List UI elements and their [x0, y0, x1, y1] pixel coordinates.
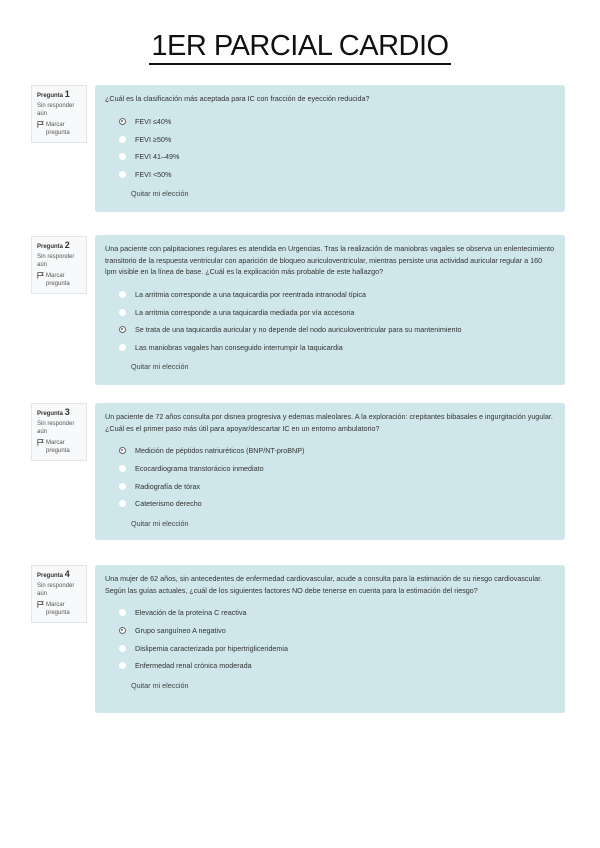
question-state: Sin responder aún	[37, 254, 75, 268]
answer-label: Cateterismo derecho	[135, 499, 202, 509]
answer-label: Elevación de la proteína C reactiva	[135, 608, 247, 618]
question-box-2	[95, 235, 565, 385]
question-box-3	[95, 403, 565, 540]
flag-icon	[37, 121, 44, 128]
answer-option[interactable]	[119, 148, 555, 166]
answer-option[interactable]	[119, 321, 555, 339]
question-info-title: Pregunta 2	[37, 240, 70, 250]
answer-label: Enfermedad renal crónica moderada	[135, 661, 252, 671]
answer-label: FEVI ≤40%	[135, 116, 172, 126]
radio-button[interactable]	[119, 500, 126, 507]
answer-option[interactable]	[119, 339, 555, 357]
clear-choice-link[interactable]: Quitar mi elección	[131, 518, 189, 528]
answer-option[interactable]	[119, 303, 555, 321]
question-box-1	[95, 85, 565, 212]
answer-option[interactable]	[119, 166, 555, 184]
page-title: 1ER PARCIAL CARDIO	[0, 30, 600, 63]
question-state: Sin responder aún	[37, 103, 75, 117]
radio-button[interactable]	[119, 447, 126, 454]
clear-choice-link[interactable]: Quitar mi elección	[131, 680, 189, 690]
answer-option[interactable]	[119, 495, 555, 513]
answer-option[interactable]	[119, 604, 555, 622]
answer-option[interactable]	[119, 477, 555, 495]
question-text: ¿Cuál es la clasificación más aceptada para IC con fracción de eyección reducida?	[105, 94, 370, 103]
answer-list	[105, 604, 555, 675]
answer-label: Grupo sanguíneo A negativo	[135, 626, 226, 636]
answer-option[interactable]	[119, 460, 555, 478]
flag-question-label: Marcar pregunta	[46, 440, 70, 454]
answer-option[interactable]	[119, 286, 555, 304]
flag-question-button[interactable]	[37, 121, 82, 137]
question-info-4	[31, 565, 87, 623]
flag-icon	[37, 601, 44, 608]
radio-button[interactable]	[119, 609, 126, 616]
answer-label: La arritmia corresponde a una taquicardia mediada por vía accesoria	[135, 307, 355, 317]
answer-option[interactable]	[119, 442, 555, 460]
answer-label: Dislipemia caracterizada por hipertrigliceridemia	[135, 643, 288, 653]
answer-list	[105, 113, 555, 184]
answer-label: Las maniobras vagales han conseguido interrumpir la taquicardia	[135, 342, 343, 352]
question-box-4	[95, 565, 565, 713]
answer-option[interactable]	[119, 622, 555, 640]
question-info-2	[31, 236, 87, 294]
question-state: Sin responder aún	[37, 583, 75, 597]
clear-choice-link[interactable]: Quitar mi elección	[131, 362, 189, 372]
answer-option[interactable]	[119, 130, 555, 148]
question-info-1	[31, 85, 87, 143]
question-info-title: Pregunta 4	[37, 569, 70, 579]
answer-label: Se trata de una taquicardia auricular y no depende del nodo auriculoventricular para su mantenimiento	[135, 325, 462, 335]
answer-label: Radiografía de tórax	[135, 481, 201, 491]
answer-option[interactable]	[119, 113, 555, 131]
radio-button[interactable]	[119, 465, 126, 472]
answer-label: FEVI <50%	[135, 169, 172, 179]
radio-button[interactable]	[119, 662, 126, 669]
answer-list	[105, 286, 555, 357]
question-info-3	[31, 403, 87, 461]
question-text: Una mujer de 62 años, sin antecedentes de enfermedad cardiovascular, acude a consulta para la estimación de su riesgo cardiovascular. Según las guías actuales, ¿cuál de los siguientes factores NO debe tenerse en cuenta para la estimación del riesgo?	[105, 574, 543, 595]
flag-icon	[37, 272, 44, 279]
question-text: Un paciente de 72 años consulta por disnea progresiva y edemas maleolares. A la exploración: crepitantes bibasales e ingurgitación yugular. ¿Cuál es el primer paso más útil para apoyar/descartar IC en un entorno ambulatorio?	[105, 412, 553, 433]
radio-button[interactable]	[119, 153, 126, 160]
answer-label: Ecocardiograma transtorácico inmediato	[135, 464, 264, 474]
answer-list	[105, 442, 555, 513]
radio-button[interactable]	[119, 483, 126, 490]
flag-question-button[interactable]	[37, 439, 82, 455]
question-info-title: Pregunta 3	[37, 407, 70, 417]
answer-label: FEVI ≥50%	[135, 134, 172, 144]
radio-button[interactable]	[119, 136, 126, 143]
answer-label: FEVI 41–49%	[135, 152, 180, 162]
flag-question-label: Marcar pregunta	[46, 602, 70, 616]
radio-button[interactable]	[119, 171, 126, 178]
answer-label: La arritmia corresponde a una taquicardia por reentrada intranodal típica	[135, 289, 366, 299]
radio-button[interactable]	[119, 344, 126, 351]
radio-button[interactable]	[119, 645, 126, 652]
radio-button[interactable]	[119, 326, 126, 333]
flag-question-label: Marcar pregunta	[46, 122, 70, 136]
question-state: Sin responder aún	[37, 421, 75, 435]
answer-option[interactable]	[119, 639, 555, 657]
radio-button[interactable]	[119, 627, 126, 634]
flag-icon	[37, 439, 44, 446]
question-info-title: Pregunta 1	[37, 89, 70, 99]
clear-choice-link[interactable]: Quitar mi elección	[131, 189, 189, 199]
flag-question-button[interactable]	[37, 601, 82, 617]
answer-option[interactable]	[119, 657, 555, 675]
flag-question-button[interactable]	[37, 272, 82, 288]
radio-button[interactable]	[119, 309, 126, 316]
question-text: Una paciente con palpitaciones regulares es atendida en Urgencias. Tras la realización de maniobras vagales se observa un enlentecimiento transitorio de la respuesta ventricular con aparición de bloqueo auriculoventricular, mientras persiste una actividad auricular regular a 160 lpm visible en la línea de base. ¿Cuál es la explicación más probable de este hallazgo?	[105, 244, 555, 276]
radio-button[interactable]	[119, 291, 126, 298]
answer-label: Medición de péptidos natriuréticos (BNP/NT-proBNP)	[135, 446, 305, 456]
radio-button[interactable]	[119, 118, 126, 125]
flag-question-label: Marcar pregunta	[46, 273, 70, 287]
